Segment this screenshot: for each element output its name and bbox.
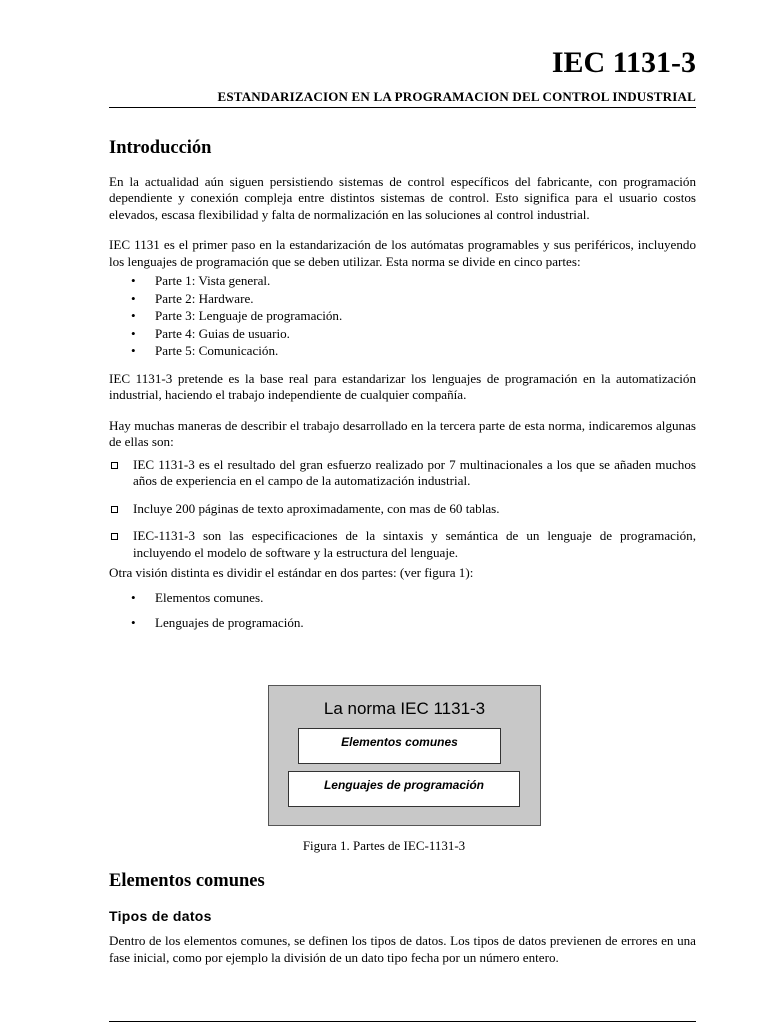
header-divider xyxy=(109,107,696,108)
introduction-section xyxy=(109,140,696,641)
list-item: • Lenguajes de programación. xyxy=(109,615,696,632)
list-item: • Parte 1: Vista general. xyxy=(109,272,696,290)
list-item: • Parte 2: Hardware. xyxy=(109,290,696,308)
data-types-heading: Tipos de datos xyxy=(109,907,212,924)
intro-paragraph-1: En la actualidad aún siguen persistiendo sistemas de control específicos del fabricante, con programación dependiente y conexión compleja entre distintos sistemas de control. Esto significa para el usuario costos elevados, escasa flexibilidad y falta de normalización en las soluciones al control industrial. xyxy=(109,173,696,222)
figure-diagram xyxy=(268,685,541,826)
intro-paragraph-4: Hay muchas maneras de describir el trabajo desarrollado en la tercera parte de esta norma, indicaremos algunas de ellas son: xyxy=(109,417,696,449)
list-item: • Parte 4: Guias de usuario. xyxy=(109,325,696,343)
introduction-heading: Introducción xyxy=(109,138,212,158)
document-subtitle: ESTANDARIZACION EN LA PROGRAMACION DEL CONTROL INDUSTRIAL xyxy=(217,89,696,104)
list-item xyxy=(109,457,696,490)
document-title: IEC 1131-3 xyxy=(551,46,696,79)
description-list xyxy=(109,457,696,562)
list-item: • Parte 5: Comunicación. xyxy=(109,342,696,360)
common-elements-section xyxy=(109,873,696,966)
square-bullet-icon xyxy=(111,506,118,513)
footer-divider xyxy=(109,1021,696,1022)
list-item-text: Incluye 200 páginas de texto aproximadamente, con mas de 60 tablas. xyxy=(133,500,500,516)
list-item: • Elementos comunes. xyxy=(109,590,696,607)
square-bullet-icon xyxy=(111,462,118,469)
figure-caption: Figura 1. Partes de IEC-1131-3 xyxy=(302,838,466,853)
list-item xyxy=(109,528,696,561)
parts-list xyxy=(109,272,696,360)
two-parts-list xyxy=(109,590,696,632)
common-elements-heading: Elementos comunes xyxy=(109,871,265,891)
list-item xyxy=(109,501,696,518)
figure-box-common-elements: Elementos comunes xyxy=(298,728,501,764)
list-item-text: IEC-1131-3 son las especificaciones de la sintaxis y semántica de un lenguaje de programación, incluyendo el modelo de software y la estructura del lenguaje. xyxy=(133,528,696,560)
data-types-paragraph: Dentro de los elementos comunes, se definen los tipos de datos. Los tipos de datos previenen de errores en una fase inicial, como por ejemplo la división de un dato tipo fecha por un número entero. xyxy=(109,933,696,965)
figure-title: La norma IEC 1131-3 xyxy=(323,699,486,718)
list-item: • Parte 3: Lenguaje de programación. xyxy=(109,307,696,325)
square-bullet-icon xyxy=(111,533,118,540)
figure-box-programming-languages: Lenguajes de programación xyxy=(288,771,520,807)
intro-paragraph-5: Otra visión distinta es dividir el estándar en dos partes: (ver figura 1): xyxy=(109,565,474,580)
list-item-text: IEC 1131-3 es el resultado del gran esfuerzo realizado por 7 multinacionales a los que se añaden muchos años de experiencia en el campo de la automatización industrial. xyxy=(133,456,696,488)
intro-paragraph-2: IEC 1131 es el primer paso en la estandarización de los autómatas programables y sus periféricos, incluyendo los lenguajes de programación que se deben utilizar. Esta norma se divide en cinco partes: xyxy=(109,237,696,269)
intro-paragraph-3: IEC 1131-3 pretende es la base real para estandarizar los lenguajes de programación en la automatización industrial, haciendo el trabajo independiente de cualquier compañía. xyxy=(109,370,696,402)
